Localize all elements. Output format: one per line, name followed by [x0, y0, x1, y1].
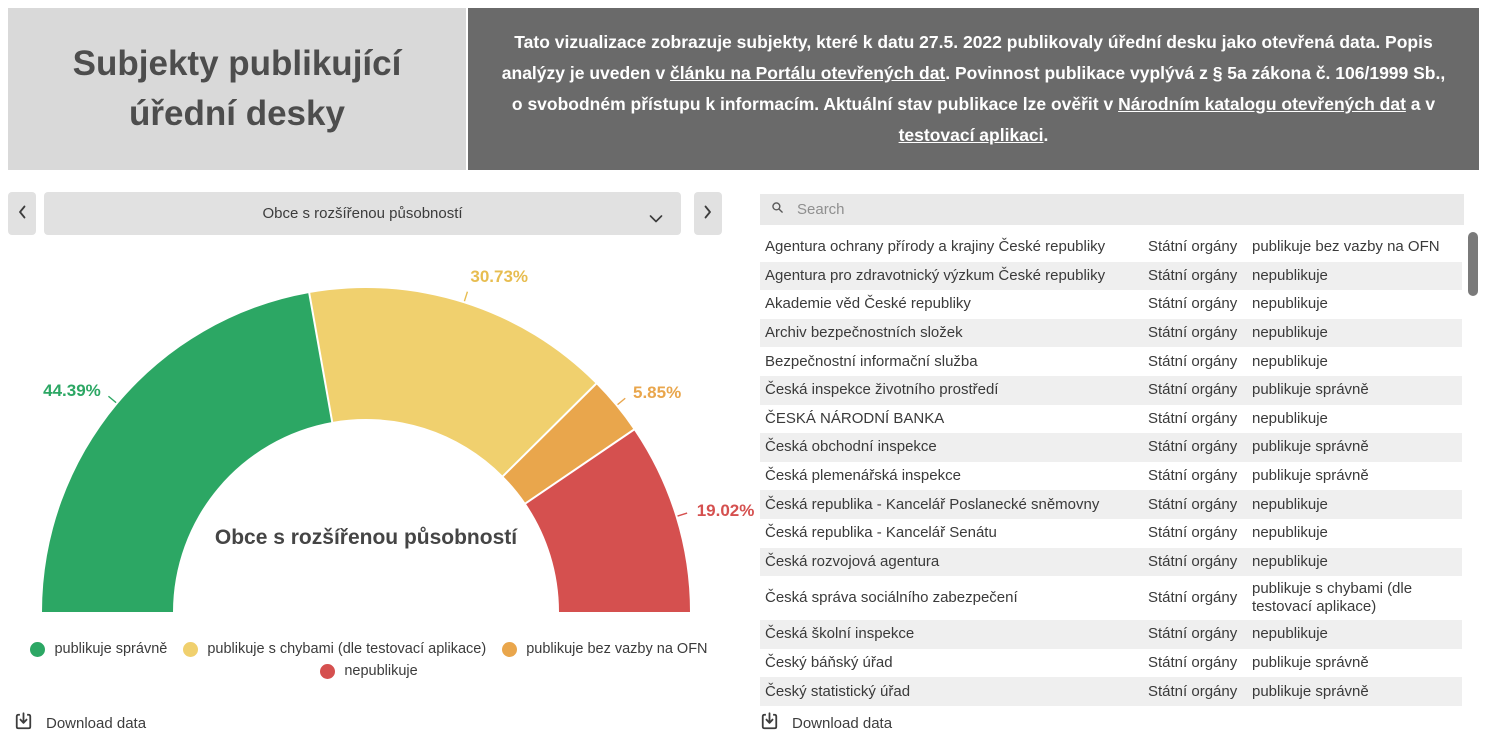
- table-row: [760, 519, 1462, 548]
- cell-name: Česká školní inspekce: [765, 625, 915, 643]
- cell-status: nepublikuje: [1252, 266, 1328, 284]
- gauge-value-label: 44.39%: [43, 380, 101, 400]
- cell-category: Státní orgány: [1148, 295, 1238, 313]
- download-icon: [14, 712, 33, 735]
- legend-dot-icon: [30, 642, 45, 657]
- chart-legend: [0, 641, 738, 679]
- cell-name: Česká republika - Kancelář Senátu: [765, 524, 997, 542]
- chevron-down-icon: [649, 210, 663, 227]
- table-row: [760, 433, 1462, 462]
- legend-item[interactable]: [183, 641, 486, 657]
- table-row: [760, 548, 1462, 577]
- cell-name: Archiv bezpečnostních složek: [765, 324, 963, 342]
- cell-category: Státní orgány: [1148, 625, 1238, 643]
- category-select-value: Obce s rozšířenou působností: [262, 205, 463, 222]
- gauge-value-label: 5.85%: [633, 382, 682, 402]
- download-label: Download data: [46, 715, 147, 732]
- cell-status: nepublikuje: [1252, 295, 1328, 313]
- cell-name: Česká plemenářská inspekce: [765, 467, 961, 485]
- cell-status: publikuje s chybami (dle testovací aplikace): [1252, 580, 1413, 616]
- category-select[interactable]: [44, 192, 681, 235]
- cell-name: Česká inspekce životního prostředí: [765, 381, 999, 399]
- description-text: a v: [1405, 94, 1436, 114]
- cell-name: Agentura pro zdravotnický výzkum České republiky: [765, 266, 1106, 284]
- table-row: [760, 649, 1462, 678]
- table-row: [760, 319, 1462, 348]
- cell-category: Státní orgány: [1148, 409, 1238, 427]
- page-title: Subjekty publikující úřední desky: [8, 8, 466, 170]
- cell-status: publikuje bez vazby na OFN: [1252, 238, 1440, 256]
- cell-status: publikuje správně: [1252, 438, 1369, 456]
- description-text: Tato vizualizace zobrazuje subjekty, které k datu 27.5. 2022 publikovaly úřední desku jako otevřená data. Popis analýzy je uveden v: [501, 32, 1433, 83]
- header-description: [468, 8, 1479, 170]
- table-row: [760, 405, 1462, 434]
- cell-status: nepublikuje: [1252, 552, 1328, 570]
- legend-dot-icon: [183, 642, 198, 657]
- legend-row: [30, 641, 707, 657]
- prev-category-button[interactable]: [8, 192, 36, 235]
- download-data-left[interactable]: [14, 712, 146, 735]
- legend-dot-icon: [502, 642, 517, 657]
- cell-name: Bezpečnostní informační služba: [765, 352, 978, 370]
- download-data-right[interactable]: [760, 712, 892, 735]
- table-row: [760, 620, 1462, 649]
- cell-status: nepublikuje: [1252, 409, 1328, 427]
- gauge-center-title: Obce s rozšířenou působností: [214, 526, 518, 549]
- gauge-value-label: 30.73%: [470, 267, 529, 287]
- table-row: [760, 677, 1462, 706]
- table-row: [760, 233, 1462, 262]
- cell-status: publikuje správně: [1252, 467, 1369, 485]
- gauge-label-leader: [108, 396, 116, 402]
- search-icon: [771, 201, 797, 219]
- cell-category: Státní orgány: [1148, 589, 1238, 607]
- link-test-app[interactable]: testovací aplikaci: [898, 125, 1044, 145]
- legend-label: publikuje s chybami (dle testovací aplikace): [207, 641, 487, 657]
- table-scrollbar-thumb[interactable]: [1468, 232, 1478, 296]
- legend-label: publikuje bez vazby na OFN: [526, 641, 708, 657]
- legend-row: [320, 663, 417, 679]
- description-text: . Povinnost publikace vyplývá z § 5a zákona č. 106/1999 Sb., o svobodném přístupu k informacím. Aktuální stav publikace lze ověřit v: [511, 63, 1446, 114]
- table-row: [760, 262, 1462, 291]
- table-row: [760, 347, 1462, 376]
- cell-name: Česká rozvojová agentura: [765, 552, 940, 570]
- link-national-catalog[interactable]: Národním katalogu otevřených dat: [1118, 94, 1406, 114]
- cell-name: Česká republika - Kancelář Poslanecké sněmovny: [765, 495, 1100, 513]
- link-portal-article[interactable]: článku na Portálu otevřených dat: [670, 63, 946, 83]
- cell-name: Česká obchodní inspekce: [765, 438, 937, 456]
- table-row: [760, 490, 1462, 519]
- chevron-left-icon: [17, 204, 27, 223]
- legend-item[interactable]: [320, 663, 417, 679]
- cell-name: Český báňský úřad: [765, 654, 893, 672]
- subjects-table: [760, 233, 1462, 706]
- download-label: Download data: [792, 715, 893, 732]
- cell-category: Státní orgány: [1148, 467, 1238, 485]
- cell-category: Státní orgány: [1148, 654, 1238, 672]
- legend-label: nepublikuje: [344, 663, 418, 679]
- cell-category: Státní orgány: [1148, 324, 1238, 342]
- cell-category: Státní orgány: [1148, 438, 1238, 456]
- cell-name: Agentura ochrany přírody a krajiny České republiky: [765, 238, 1106, 256]
- gauge-value-label: 19.02%: [696, 501, 755, 521]
- cell-category: Státní orgány: [1148, 495, 1238, 513]
- cell-name: Akademie věd České republiky: [765, 295, 971, 313]
- gauge-label-leader: [678, 513, 688, 516]
- legend-item[interactable]: [502, 641, 707, 657]
- table-row: [760, 576, 1462, 620]
- gauge-segment-1[interactable]: [42, 293, 332, 612]
- cell-category: Státní orgány: [1148, 552, 1238, 570]
- cell-name: Český statistický úřad: [765, 682, 911, 700]
- search-input[interactable]: [797, 201, 1453, 218]
- next-category-button[interactable]: [694, 192, 722, 235]
- legend-dot-icon: [320, 664, 335, 679]
- cell-status: nepublikuje: [1252, 495, 1328, 513]
- table-row: [760, 290, 1462, 319]
- gauge-chart: [4, 246, 755, 620]
- cell-status: nepublikuje: [1252, 524, 1328, 542]
- table-search: [760, 194, 1464, 225]
- gauge-label-leader: [618, 398, 626, 404]
- cell-name: ČESKÁ NÁRODNÍ BANKA: [765, 409, 945, 427]
- download-icon: [760, 712, 779, 735]
- cell-category: Státní orgány: [1148, 524, 1238, 542]
- cell-category: Státní orgány: [1148, 352, 1238, 370]
- legend-item[interactable]: [30, 641, 167, 657]
- cell-category: Státní orgány: [1148, 682, 1238, 700]
- cell-status: nepublikuje: [1252, 625, 1328, 643]
- table-row: [760, 376, 1462, 405]
- cell-name: Česká správa sociálního zabezpečení: [765, 589, 1018, 607]
- chevron-right-icon: [703, 204, 713, 223]
- cell-status: publikuje správně: [1252, 381, 1369, 399]
- cell-status: nepublikuje: [1252, 352, 1328, 370]
- description-text: .: [1043, 125, 1049, 145]
- cell-status: publikuje správně: [1252, 654, 1369, 672]
- cell-status: nepublikuje: [1252, 324, 1328, 342]
- cell-category: Státní orgány: [1148, 381, 1238, 399]
- cell-category: Státní orgány: [1148, 238, 1238, 256]
- legend-label: publikuje správně: [54, 641, 168, 657]
- table-row: [760, 462, 1462, 491]
- cell-status: publikuje správně: [1252, 682, 1369, 700]
- cell-category: Státní orgány: [1148, 266, 1238, 284]
- gauge-label-leader: [464, 292, 467, 302]
